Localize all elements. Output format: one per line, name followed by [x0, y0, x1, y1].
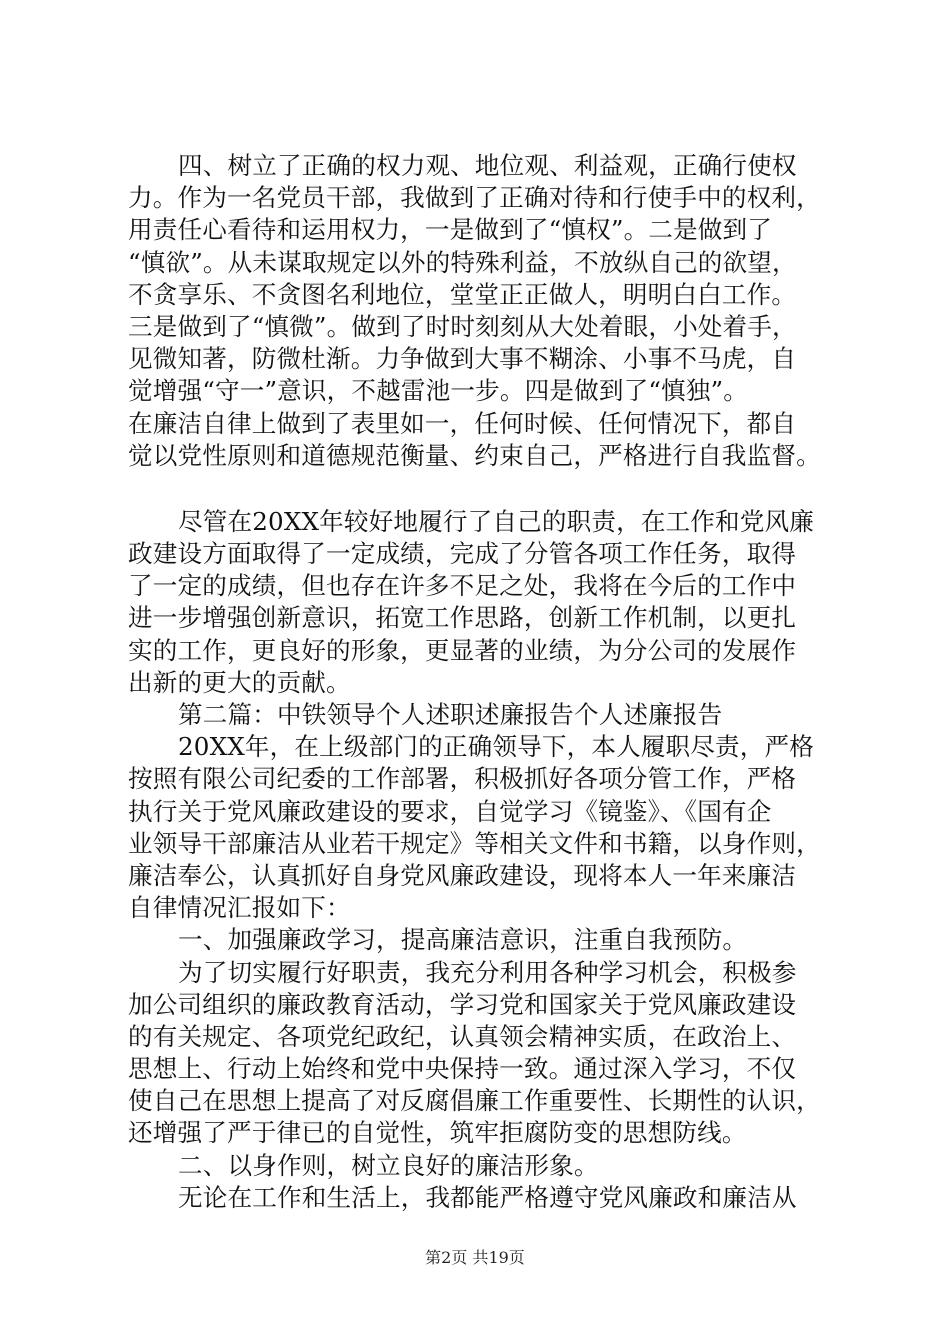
- page-number: 第2页 共19页: [425, 1248, 525, 1267]
- text-line: 业领导干部廉洁从业若干规定》等相关文件和书籍，以身作则，: [128, 828, 821, 858]
- text-line: 20XX年，在上级部门的正确领导下，本人履职尽责，严格: [178, 732, 815, 762]
- text-line: 加公司组织的廉政教育活动，学习党和国家关于党风廉政建设: [128, 989, 797, 1019]
- text-line: 在廉洁自律上做到了表里如一，任何时候、任何情况下，都自: [128, 408, 797, 438]
- text-line: 为了切实履行好职责，我充分利用各种学习机会，积极参: [178, 957, 797, 987]
- text-line: 按照有限公司纪委的工作部署，积极抓好各项分管工作，严格: [128, 764, 797, 794]
- text-line: 觉增强“守一”意识，不越雷池一步。四是做到了“慎独”。: [128, 376, 749, 406]
- paragraph-summary: [128, 506, 838, 699]
- subheading-line: 二、以身作则，树立良好的廉洁形象。: [178, 1150, 599, 1180]
- text-line: 觉以党性原则和道德规范衡量、约束自己，严格进行自我监督。: [128, 440, 821, 470]
- paragraph-power-view: [128, 150, 838, 472]
- section-heading: [128, 699, 838, 731]
- paragraph-study: [128, 957, 838, 1150]
- text-line: 见微知著，防微杜渐。力争做到大事不糊涂、小事不马虎，自: [128, 344, 797, 374]
- text-line: 执行关于党风廉政建设的要求，自觉学习《镜鉴》、《国有企: [128, 796, 772, 826]
- subheading-study: [128, 924, 838, 956]
- text-line: 不贪享乐、不贪图名利地位，堂堂正正做人，明明白白工作。: [128, 279, 797, 309]
- text-line: 政建设方面取得了一定成绩，完成了分管各项工作任务，取得: [128, 539, 797, 569]
- text-line: 的有关规定、各项党纪政纪，认真领会精神实质，在政治上、: [128, 1021, 797, 1051]
- paragraph-intro: [128, 731, 838, 924]
- text-line: 四、树立了正确的权力观、地位观、利益观，正确行使权: [178, 151, 797, 180]
- subheading-line: 一、加强廉政学习，提高廉洁意识，注重自我预防。: [178, 925, 748, 955]
- paragraph-gap: [128, 472, 838, 506]
- text-line: 进一步增强创新意识，拓宽工作思路，创新工作机制，以更扎: [128, 603, 797, 633]
- text-line: 思想上、行动上始终和党中央保持一致。通过深入学习，不仅: [128, 1054, 797, 1084]
- text-line: 廉洁奉公，认真抓好自身党风廉政建设，现将本人一年来廉洁: [128, 860, 797, 890]
- text-line: 还增强了严于律已的自觉性，筑牢拒腐防变的思想防线。: [128, 1118, 747, 1148]
- page-footer: [0, 1248, 950, 1268]
- text-line: 无论在工作和生活上，我都能严格遵守党风廉政和廉洁从: [178, 1182, 797, 1212]
- document-body: [128, 150, 838, 1214]
- text-line: 实的工作，更良好的形象，更显著的业绩，为分公司的发展作: [128, 635, 797, 665]
- text-line: 使自己在思想上提高了对反腐倡廉工作重要性、长期性的认识，: [128, 1086, 821, 1116]
- text-line: “慎欲”。从未谋取规定以外的特殊利益，不放纵自己的欲望，: [128, 247, 797, 277]
- paragraph-conduct: [128, 1182, 838, 1214]
- text-line: 尽管在20XX年较好地履行了自己的职责，在工作和党风廉: [178, 506, 815, 536]
- subheading-example: [128, 1150, 838, 1182]
- text-line: 三是做到了“慎微”。做到了时时刻刻从大处着眼，小处着手，: [128, 311, 797, 341]
- text-line: 用责任心看待和运用权力，一是做到了“慎权”。二是做到了: [128, 215, 773, 245]
- heading-line: 第二篇：中铁领导个人述职述廉报告个人述廉报告: [178, 700, 723, 729]
- text-line: 出新的更大的贡献。: [128, 667, 351, 697]
- text-line: 了一定的成绩，但也存在许多不足之处，我将在今后的工作中: [128, 571, 797, 601]
- text-line: 力。作为一名党员干部，我做到了正确对待和行使手中的权利，: [128, 183, 821, 213]
- text-line: 自律情况汇报如下：: [128, 893, 351, 923]
